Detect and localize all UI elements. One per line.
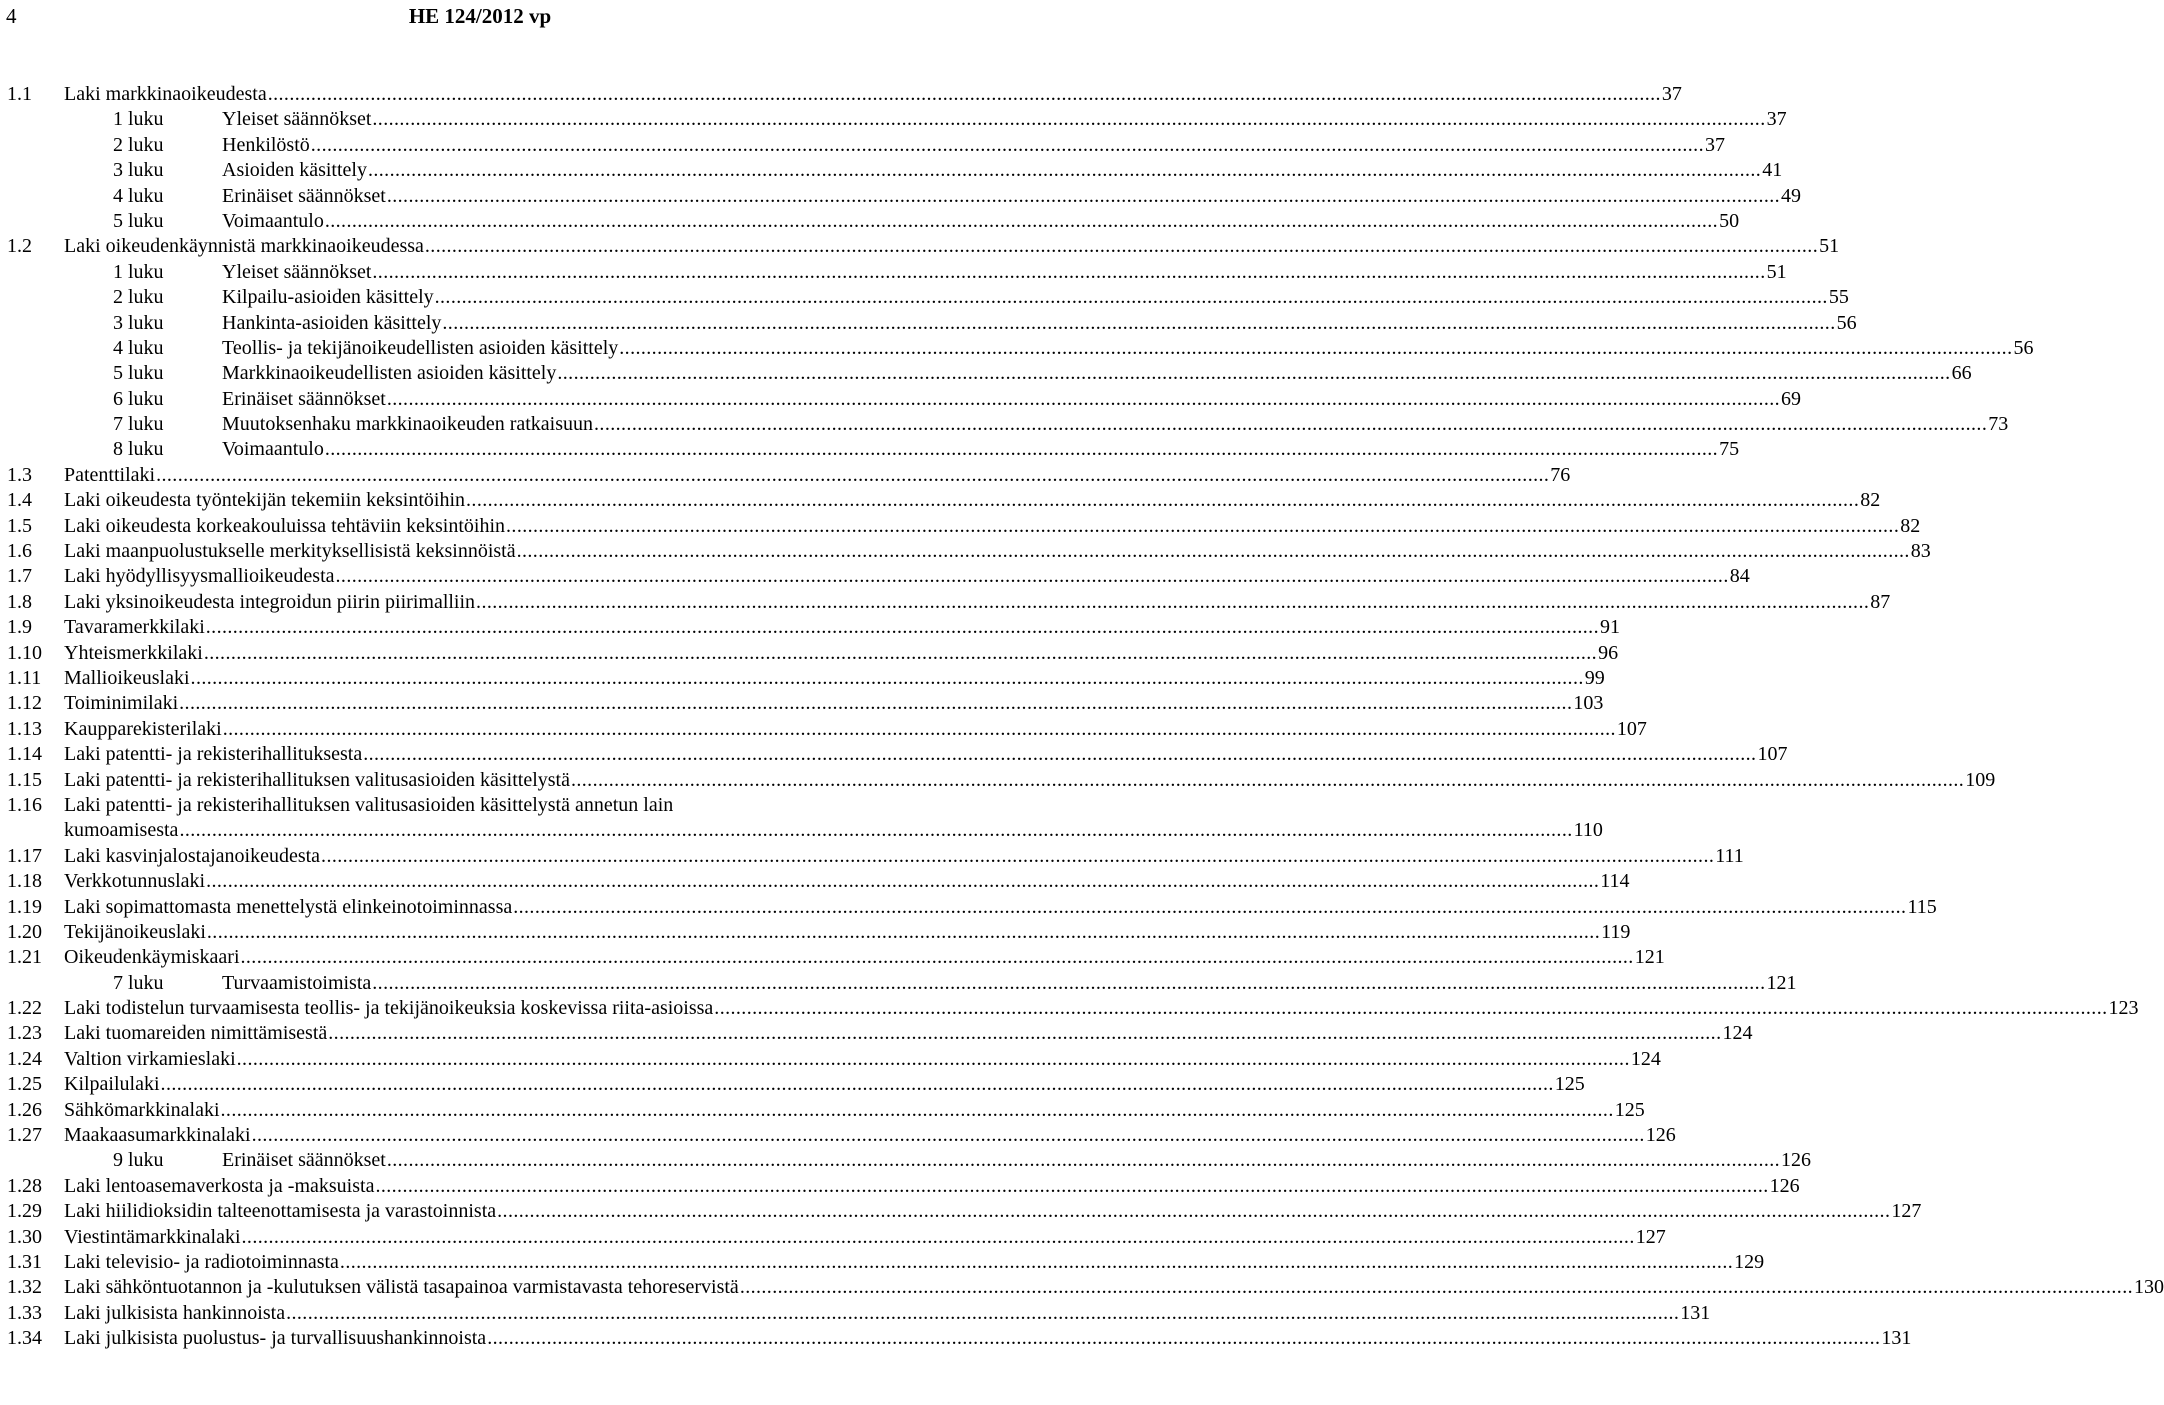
dot-leader — [386, 184, 1781, 209]
dot-leader — [155, 463, 1550, 488]
toc-chapter-number: 5 luku — [113, 209, 164, 232]
toc-title: Laki sopimattomasta menettelystä elinkeinotoiminnassa — [64, 895, 513, 918]
toc-page-number: 123 — [2108, 997, 2139, 1020]
toc-section-number: 1.28 — [7, 1174, 42, 1197]
toc-entry — [0, 742, 1788, 767]
dot-leader — [205, 615, 1600, 640]
toc-title: Laki markkinaoikeudesta — [64, 83, 267, 105]
toc-title: Laki hyödyllisyysmallioikeudesta — [64, 565, 335, 588]
toc-section-number: 1.34 — [7, 1327, 42, 1350]
page-number: 4 — [6, 4, 17, 28]
toc-page-number: 107 — [1757, 743, 1788, 766]
dot-leader — [374, 1174, 1769, 1199]
toc-title: Henkilöstö — [222, 133, 310, 156]
toc-title: Yhteismerkkilaki — [64, 641, 203, 664]
toc-page-number: 76 — [1550, 463, 1571, 486]
toc-section-number: 1.11 — [7, 666, 42, 689]
toc-page-number: 41 — [1762, 159, 1783, 182]
toc-entry — [0, 895, 1937, 920]
toc-entry — [0, 387, 1802, 412]
toc-title: Laki oikeudesta työntekijän tekemiin keksintöihin — [64, 489, 466, 512]
toc-entry — [0, 107, 1787, 132]
toc-title: Erinäiset säännökset — [222, 1149, 386, 1172]
toc-entry — [0, 971, 1797, 996]
toc-title: Laki hiilidioksidin talteenottamisesta ja varastoinnista — [64, 1200, 497, 1223]
toc-section-number: 1.20 — [7, 920, 42, 943]
toc-page-number: 124 — [1630, 1047, 1661, 1070]
toc-entry — [0, 412, 2009, 437]
dot-leader — [434, 285, 1829, 310]
toc-page-number: 91 — [1599, 616, 1620, 639]
toc-chapter-number: 5 luku — [113, 362, 164, 385]
toc-section-number: 1.30 — [7, 1225, 42, 1248]
toc-title: Laki patentti- ja rekisterihallituksesta — [64, 743, 363, 766]
toc-title: Kaupparekisterilaki — [64, 717, 222, 740]
toc-entry — [0, 336, 2034, 361]
toc-title: Tavaramerkkilaki — [64, 616, 205, 639]
toc-entry — [0, 184, 1802, 209]
dot-leader — [310, 133, 1705, 158]
toc-page-number: 51 — [1819, 235, 1840, 258]
dot-leader — [496, 1199, 1891, 1224]
dot-leader — [512, 895, 1907, 920]
toc-title: Laki todistelun turvaamisesta teollis- ja tekijänoikeuksia koskevissa riita-asioissa — [64, 997, 714, 1020]
dot-leader — [178, 818, 1573, 843]
dot-leader — [220, 1098, 1615, 1123]
toc-page-number: 37 — [1661, 83, 1682, 105]
toc-title: Laki televisio- ja radiotoiminnasta — [64, 1250, 339, 1273]
toc-entry — [0, 1123, 1676, 1148]
dot-leader — [206, 920, 1601, 945]
toc-page-number: 96 — [1598, 641, 1619, 664]
dot-leader — [618, 336, 2013, 361]
dot-leader — [516, 539, 1911, 564]
toc-section-number: 1.22 — [7, 997, 42, 1020]
toc-page-number: 56 — [1836, 311, 1857, 334]
toc-entry — [0, 437, 1740, 462]
toc-page-number: 49 — [1781, 184, 1802, 207]
toc-entry — [0, 361, 1972, 386]
toc-title: Asioiden käsittely — [222, 159, 367, 182]
toc-page-number: 82 — [1900, 514, 1921, 537]
toc-entry — [0, 1174, 1800, 1199]
toc-section-number: 1.13 — [7, 717, 42, 740]
toc-section-number: 1.2 — [7, 235, 32, 258]
toc-entry — [0, 514, 1921, 539]
dot-leader — [739, 1275, 2134, 1300]
toc-title: Yleiset säännökset — [222, 108, 372, 131]
toc-entry — [0, 590, 1891, 615]
toc-section-number: 1.21 — [7, 946, 42, 969]
toc-page-number: 37 — [1766, 108, 1787, 131]
toc-entry — [0, 844, 1744, 869]
toc-page-number: 127 — [1891, 1200, 1922, 1223]
toc-chapter-number: 3 luku — [113, 159, 164, 182]
dot-leader — [267, 82, 1662, 107]
toc-page-number: 127 — [1635, 1225, 1666, 1248]
toc-page-number: 50 — [1719, 209, 1740, 232]
toc-section-number: 1.6 — [7, 540, 32, 563]
toc-chapter-number: 3 luku — [113, 311, 164, 334]
toc-entry — [0, 158, 1783, 183]
toc-title: Turvaamistoimista — [222, 971, 372, 994]
toc-entry — [0, 1199, 1922, 1224]
toc-chapter-number: 4 luku — [113, 184, 164, 207]
toc-entry — [0, 1275, 2164, 1300]
toc-section-number: 1.24 — [7, 1047, 42, 1070]
dot-leader — [178, 691, 1573, 716]
toc-page-number: 131 — [1881, 1327, 1912, 1350]
toc-section-number: 1.31 — [7, 1250, 42, 1273]
toc-section-number: 1.3 — [7, 463, 32, 486]
toc-title: Laki patentti- ja rekisterihallituksen valitusasioiden käsittelystä annetun lain — [64, 793, 674, 816]
toc-title: Maakaasumarkkinalaki — [64, 1124, 251, 1147]
toc-page-number: 110 — [1573, 819, 1603, 842]
dot-leader — [362, 742, 1757, 767]
dot-leader — [505, 514, 1900, 539]
toc-section-number: 1.33 — [7, 1301, 42, 1324]
toc-section-number: 1.4 — [7, 489, 32, 512]
toc-page-number: 126 — [1645, 1124, 1676, 1147]
toc-section-number: 1.29 — [7, 1200, 42, 1223]
toc-section-number: 1.19 — [7, 895, 42, 918]
toc-title: Markkinaoikeudellisten asioiden käsittely — [222, 362, 557, 385]
dot-leader — [205, 869, 1600, 894]
toc-section-number: 1.1 — [7, 83, 32, 105]
toc-section-number: 1.25 — [7, 1073, 42, 1096]
toc-page-number: 125 — [1614, 1098, 1645, 1121]
dot-leader — [203, 641, 1598, 666]
toc-page-number: 130 — [2134, 1276, 2164, 1299]
toc-page-number: 55 — [1828, 286, 1849, 309]
toc-title: Laki yksinoikeudesta integroidun piirin piirimalliin — [64, 590, 476, 613]
dot-leader — [556, 361, 1951, 386]
dot-leader — [486, 1326, 1881, 1351]
toc-chapter-number: 7 luku — [113, 413, 164, 436]
dot-leader — [240, 945, 1635, 970]
toc-title: Sähkömarkkinalaki — [64, 1098, 220, 1121]
dot-leader — [465, 488, 1860, 513]
toc-section-number: 1.12 — [7, 692, 42, 715]
toc-page-number: 51 — [1766, 260, 1787, 283]
toc-title: Laki julkisista hankinnoista — [64, 1301, 286, 1324]
dot-leader — [327, 1021, 1722, 1046]
dot-leader — [324, 437, 1719, 462]
toc-chapter-number: 7 luku — [113, 971, 164, 994]
toc-section-number: 1.26 — [7, 1098, 42, 1121]
toc-section-number: 1.9 — [7, 616, 32, 639]
toc-chapter-number: 6 luku — [113, 387, 164, 410]
toc-entry — [0, 768, 1996, 793]
dot-leader — [371, 971, 1766, 996]
toc-title: Valtion virkamieslaki — [64, 1047, 236, 1070]
toc-section-number: 1.32 — [7, 1276, 42, 1299]
toc-entry — [0, 209, 1740, 234]
toc-page-number: 83 — [1910, 540, 1931, 563]
toc-entry — [0, 539, 1931, 564]
toc-page-number: 131 — [1680, 1301, 1711, 1324]
toc-entry — [0, 488, 1881, 513]
toc-section-number: 1.7 — [7, 565, 32, 588]
toc-chapter-number: 4 luku — [113, 336, 164, 359]
toc-page-number: 56 — [2013, 336, 2034, 359]
toc-chapter-number: 9 luku — [113, 1149, 164, 1172]
toc-page-number: 109 — [1965, 768, 1996, 791]
dot-leader — [371, 107, 1766, 132]
toc-title: Laki sähköntuotannon ja -kulutuksen välistä tasapainoa varmistavasta tehoreservistä — [64, 1276, 739, 1299]
toc-entry — [0, 920, 1631, 945]
toc-page-number: 124 — [1722, 1022, 1753, 1045]
toc-title: kumoamisesta — [64, 819, 179, 842]
toc-entry — [0, 564, 1750, 589]
dot-leader — [441, 311, 1836, 336]
dot-leader — [190, 666, 1585, 691]
toc-title: Laki patentti- ja rekisterihallituksen valitusasioiden käsittelystä — [64, 768, 570, 791]
toc-page-number: 37 — [1704, 133, 1725, 156]
dot-leader — [324, 209, 1719, 234]
dot-leader — [386, 387, 1781, 412]
toc-entry — [0, 1225, 1666, 1250]
toc-page-number: 84 — [1729, 565, 1750, 588]
toc-title: Voimaantulo — [222, 438, 324, 461]
toc-page-number: 119 — [1601, 920, 1631, 943]
dot-leader — [339, 1250, 1734, 1275]
toc-entry — [0, 1301, 1711, 1326]
toc-title: Toiminimilaki — [64, 692, 179, 715]
toc-page-number: 129 — [1734, 1250, 1765, 1273]
dot-leader — [475, 590, 1870, 615]
table-of-contents — [0, 82, 2164, 1352]
dot-leader — [371, 260, 1766, 285]
toc-entry — [0, 869, 1630, 894]
toc-title: Voimaantulo — [222, 209, 324, 232]
toc-title: Oikeudenkäymiskaari — [64, 946, 240, 969]
toc-title: Hankinta-asioiden käsittely — [222, 311, 442, 334]
toc-entry — [0, 945, 1665, 970]
toc-title: Laki oikeudenkäynnistä markkinaoikeudessa — [64, 235, 424, 258]
toc-entry — [0, 641, 1619, 666]
toc-title: Yleiset säännökset — [222, 260, 372, 283]
toc-chapter-number: 2 luku — [113, 286, 164, 309]
toc-entry — [0, 1021, 1753, 1046]
toc-entry — [0, 463, 1571, 488]
dot-leader — [386, 1148, 1781, 1173]
toc-section-number: 1.5 — [7, 514, 32, 537]
toc-entry — [0, 1326, 1912, 1351]
toc-page-number: 121 — [1766, 971, 1797, 994]
toc-entry — [0, 133, 1725, 158]
toc-title: Muutoksenhaku markkinaoikeuden ratkaisuun — [222, 413, 594, 436]
toc-entry — [0, 996, 2139, 1021]
toc-title: Laki oikeudesta korkeakouluissa tehtäviin keksintöihin — [64, 514, 506, 537]
toc-entry — [0, 285, 1849, 310]
toc-page-number: 66 — [1951, 362, 1972, 385]
toc-entry — [0, 1072, 1585, 1097]
dot-leader — [236, 1047, 1631, 1072]
toc-entry — [0, 1148, 1812, 1173]
toc-chapter-number: 2 luku — [113, 133, 164, 156]
dot-leader — [570, 768, 1965, 793]
toc-section-number: 1.10 — [7, 641, 42, 664]
toc-title: Laki julkisista puolustus- ja turvallisuushankinnoista — [64, 1327, 487, 1350]
toc-chapter-number: 8 luku — [113, 438, 164, 461]
toc-page-number: 115 — [1907, 895, 1937, 918]
toc-section-number: 1.8 — [7, 590, 32, 613]
toc-title: Laki lentoasemaverkosta ja -maksuista — [64, 1174, 375, 1197]
toc-title: Mallioikeuslaki — [64, 666, 190, 689]
toc-page-number: 111 — [1715, 844, 1744, 867]
toc-title: Viestintämarkkinalaki — [64, 1225, 241, 1248]
toc-title: Verkkotunnuslaki — [64, 870, 206, 893]
dot-leader — [320, 844, 1715, 869]
toc-title: Erinäiset säännökset — [222, 387, 386, 410]
dot-leader — [241, 1225, 1636, 1250]
toc-section-number: 1.17 — [7, 844, 42, 867]
toc-title: Tekijänoikeuslaki — [64, 920, 206, 943]
dot-leader — [160, 1072, 1555, 1097]
toc-chapter-number: 1 luku — [113, 108, 164, 131]
toc-entry — [0, 818, 1603, 843]
toc-title: Erinäiset säännökset — [222, 184, 386, 207]
toc-chapter-number: 1 luku — [113, 260, 164, 283]
toc-entry — [0, 1098, 1645, 1123]
toc-section-number: 1.14 — [7, 743, 42, 766]
toc-page-number: 126 — [1769, 1174, 1800, 1197]
toc-page-number: 82 — [1860, 489, 1881, 512]
toc-title: Patenttilaki — [64, 463, 156, 486]
toc-page-number: 125 — [1554, 1073, 1585, 1096]
toc-page-number: 114 — [1600, 870, 1630, 893]
toc-entry — [0, 666, 1605, 691]
toc-section-number: 1.15 — [7, 768, 42, 791]
toc-title: Laki maanpuolustukselle merkityksellisistä keksinnöistä — [64, 540, 516, 563]
toc-entry — [0, 717, 1647, 742]
dot-leader — [285, 1301, 1680, 1326]
toc-page-number: 73 — [1988, 413, 2009, 436]
dot-leader — [713, 996, 2108, 1021]
toc-section-number: 1.18 — [7, 870, 42, 893]
toc-section-number: 1.27 — [7, 1124, 42, 1147]
toc-page-number: 103 — [1573, 692, 1604, 715]
toc-entry — [0, 311, 1857, 336]
toc-entry — [0, 1250, 1765, 1275]
toc-page-number: 87 — [1870, 590, 1891, 613]
toc-page-number: 107 — [1616, 717, 1647, 740]
toc-section-number: 1.16 — [7, 793, 42, 816]
dot-leader — [335, 564, 1730, 589]
toc-page-number: 75 — [1719, 438, 1740, 461]
toc-title: Teollis- ja tekijänoikeudellisten asioiden käsittely — [222, 336, 619, 359]
toc-title: Laki tuomareiden nimittämisestä — [64, 1022, 328, 1045]
toc-page-number: 69 — [1781, 387, 1802, 410]
toc-entry — [0, 260, 1787, 285]
toc-page-number: 99 — [1584, 666, 1605, 689]
page-header — [0, 0, 960, 40]
toc-title: Kilpailu-asioiden käsittely — [222, 286, 434, 309]
document-id: HE 124/2012 vp — [408, 4, 552, 28]
toc-entry — [0, 234, 1840, 259]
dot-leader — [367, 158, 1762, 183]
toc-title: Kilpailulaki — [64, 1073, 160, 1096]
toc-entry — [0, 691, 1604, 716]
dot-leader — [251, 1123, 1646, 1148]
toc-entry — [0, 793, 960, 818]
dot-leader — [424, 234, 1819, 259]
toc-entry — [0, 615, 1620, 640]
toc-entry — [0, 1047, 1661, 1072]
toc-section-number: 1.23 — [7, 1022, 42, 1045]
toc-page-number: 121 — [1634, 946, 1665, 969]
dot-leader — [222, 717, 1617, 742]
dot-leader — [593, 412, 1988, 437]
toc-entry — [0, 82, 1682, 107]
toc-title: Laki kasvinjalostajanoikeudesta — [64, 844, 321, 867]
toc-page-number: 126 — [1781, 1149, 1812, 1172]
